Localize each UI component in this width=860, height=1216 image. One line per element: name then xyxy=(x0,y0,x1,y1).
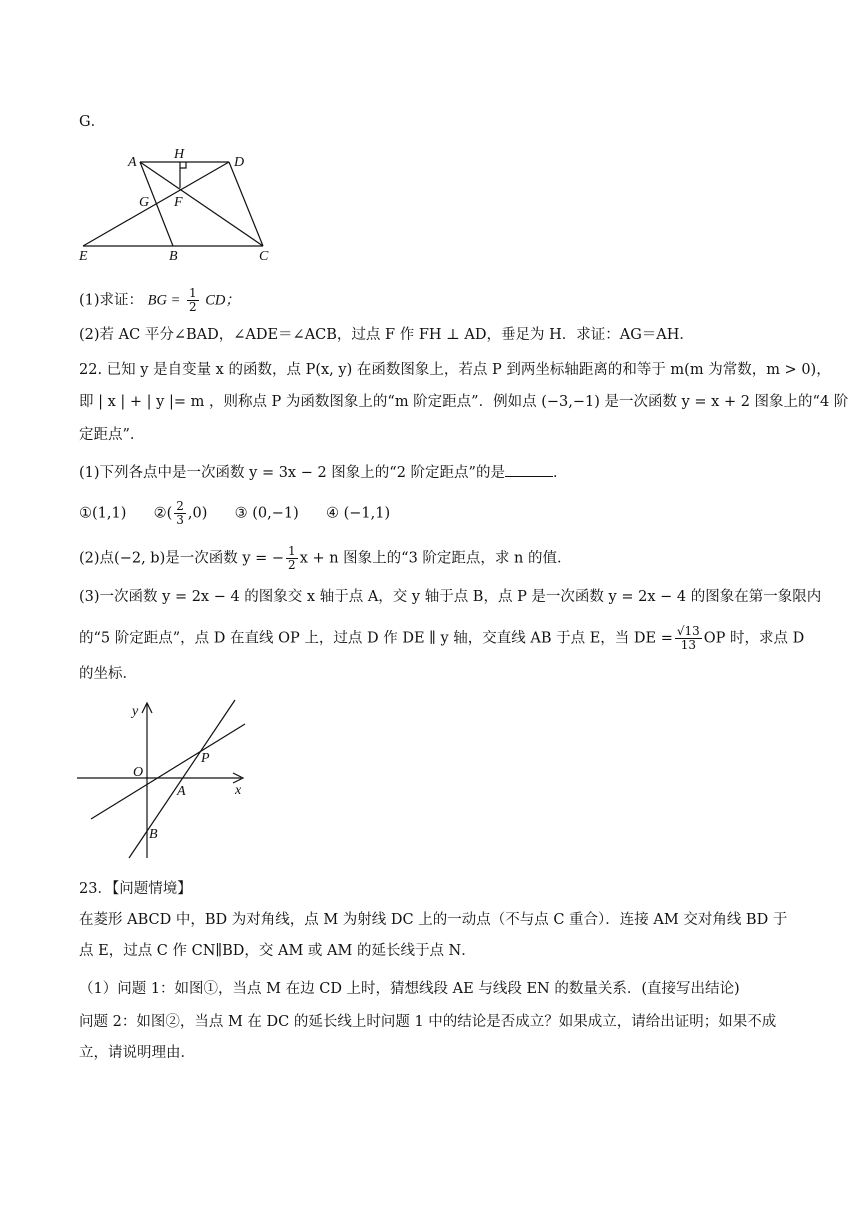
q22-part1-text: (1)下列各点中是一次函数 y = 3x − 2 图象上的“2 阶定距点”的是 xyxy=(79,465,505,481)
label-x: x xyxy=(235,783,242,798)
option-2-prefix: ②( xyxy=(153,505,173,522)
q22-part3-line1: (3)一次函数 y = 2x − 4 的图象交 x 轴于点 A，交 y 轴于点 B，点 P 是一次函数 y = 2x − 4 的图象在第一象限内 xyxy=(79,589,822,605)
line-op xyxy=(91,724,245,819)
q21-part1-lhs: BG = xyxy=(147,292,181,309)
right-angle-mark xyxy=(180,162,186,168)
segment-ed xyxy=(83,162,229,246)
q22-part3-line3: 的坐标． xyxy=(79,666,137,682)
label-g: G xyxy=(139,195,150,210)
q21-part1-prefix: (1)求证： xyxy=(79,292,144,309)
top-fragment: G． xyxy=(79,114,106,130)
q23-question1: （1）问题 1：如图①，当点 M 在边 CD 上时，猜想线段 AE 与线段 EN 的数量关系．(直接写出结论) xyxy=(79,981,740,997)
q22-line3: 定距点”． xyxy=(79,427,145,443)
label-a: A xyxy=(128,155,137,170)
q22-part3-prefix: 的“5 阶定距点”，点 D 在直线 OP 上，过点 D 作 DE ∥ y 轴，交直线 AB 于点 E，当 DE = xyxy=(79,630,673,647)
segment-ac xyxy=(140,162,263,246)
line-ab xyxy=(129,700,235,858)
option-3: ③ (0,−1) xyxy=(234,505,299,522)
label-c: C xyxy=(259,249,269,264)
q23-title: 23．【问题情境】 xyxy=(79,881,192,897)
parallelogram-figure xyxy=(70,140,290,265)
label-p: P xyxy=(201,751,210,766)
q22-line1: 22. 已知 y 是自变量 x 的函数，点 P(x, y) 在函数图象上，若点 P 到两坐标轴距离的和等于 m(m 为常数，m > 0)， xyxy=(79,362,831,378)
label-y: y xyxy=(132,704,139,719)
fraction-sqrt13-over-13: $\frac{√13}{13}$ xyxy=(676,624,700,652)
option-2-suffix: ,0) xyxy=(187,505,208,522)
q22-part3-line2 xyxy=(79,625,804,652)
label-e: E xyxy=(79,249,88,264)
segment-dc xyxy=(229,162,263,246)
q22-part2 xyxy=(79,545,571,572)
q22-line2: 即 | x | + | y |= m ，则称点 P 为函数图象上的“m 阶定距点”．例如点 (−3,−1) 是一次函数 y = x + 2 图象上的“4 阶 xyxy=(79,394,849,410)
label-f: F xyxy=(174,195,183,210)
q22-part2-prefix: (2)点(−2, b)是一次函数 y = − xyxy=(79,550,285,567)
fraction-two-thirds: $\frac{2}{3}$ xyxy=(176,499,184,527)
option-1: ①(1,1) xyxy=(79,505,127,522)
answer-blank[interactable] xyxy=(505,462,553,477)
label-o: O xyxy=(133,765,144,780)
q22-options xyxy=(79,500,390,527)
label-h: H xyxy=(174,147,185,162)
fraction-one-half-2: $\frac{1}{2}$ xyxy=(288,544,296,572)
label-b2: B xyxy=(149,827,158,842)
q23-line2: 点 E，过点 C 作 CN∥BD，交 AM 或 AM 的延长线于点 N． xyxy=(79,943,476,959)
q21-part1-rhs: CD； xyxy=(205,292,240,309)
q22-part3-suffix: OP 时，求点 D xyxy=(703,630,805,647)
q21-part2: (2)若 AC 平分∠BAD，∠ADE＝∠ACB，过点 F 作 FH ⊥ AD，垂足为 H．求证：AG＝AH． xyxy=(79,327,694,343)
q21-part1 xyxy=(79,287,240,314)
q22-part1-end: ． xyxy=(552,465,568,481)
option-4: ④ (−1,1) xyxy=(325,505,391,522)
coordinate-figure xyxy=(75,698,255,863)
q23-question2-line2: 立，请说明理由． xyxy=(79,1045,195,1061)
q23-line1: 在菱形 ABCD 中，BD 为对角线，点 M 为射线 DC 上的一动点（不与点 C 重合）．连接 AM 交对角线 BD 于 xyxy=(79,912,788,928)
fraction-one-half: $\frac{1}{2}$ xyxy=(189,286,197,314)
label-b: B xyxy=(169,249,178,264)
label-d: D xyxy=(234,155,245,170)
q23-question2-line1: 问题 2：如图②，当点 M 在 DC 的延长线上时问题 1 中的结论是否成立？如果成立，请给出证明；如果不成 xyxy=(79,1014,777,1030)
q22-part1 xyxy=(79,462,567,483)
label-a2: A xyxy=(177,784,186,799)
q22-part2-suffix: x + n 图象上的“3 阶定距点，求 n 的值． xyxy=(299,550,572,567)
